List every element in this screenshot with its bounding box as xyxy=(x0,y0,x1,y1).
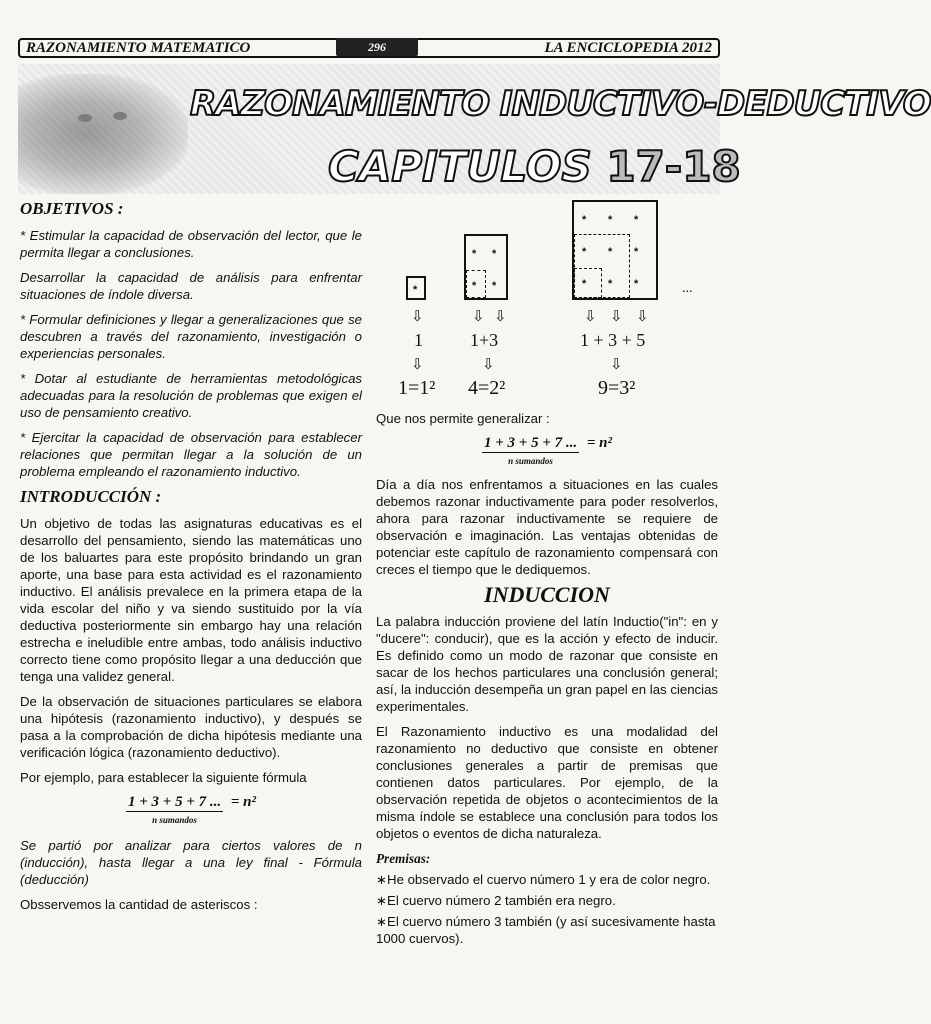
chapter-label: CAPITULOS xyxy=(328,142,592,191)
induccion-heading: INDUCCION xyxy=(484,582,610,607)
down-arrow-icon: ⇩ xyxy=(411,308,424,325)
chapter-range: 17-18 xyxy=(606,142,741,191)
down-arrow-icon: ⇩ xyxy=(610,308,623,325)
formula-numerator: 1 + 3 + 5 + 7 ... xyxy=(127,794,222,810)
asterisk: * xyxy=(634,214,639,226)
page-number: 296 xyxy=(336,38,418,56)
down-arrow-icon: ⇩ xyxy=(610,356,623,373)
objetivos-heading: OBJETIVOS : xyxy=(20,199,124,218)
asterisk: * xyxy=(608,278,613,290)
asterisk: * xyxy=(492,248,497,260)
down-arrow-icon: ⇩ xyxy=(411,356,424,373)
inner-dashed-square xyxy=(574,268,602,298)
intro-paragraph: Por ejemplo, para establecer la siguiente fórmula xyxy=(20,770,307,785)
asterisk-figure xyxy=(376,200,718,416)
chapter-number xyxy=(328,142,741,191)
down-arrow-icon: ⇩ xyxy=(494,308,507,325)
right-paragraph: La palabra inducción proviene del latín Inductio("in": en y "ducere": conducir), que es la acción y efecto de inducir. Es definido como un modo de razonar que consiste en sacar de los hechos particulares una conclusión general; así, la inducción desempeña un gran papel en las ciencias experimentales. xyxy=(376,614,718,714)
sum-formula xyxy=(20,794,362,829)
objetivo-item: * Estimular la capacidad de observación del lector, que le permita llegar a conclusiones. xyxy=(20,228,362,260)
tiger-illustration xyxy=(18,74,188,194)
down-arrow-icon: ⇩ xyxy=(482,356,495,373)
asterisk: * xyxy=(634,278,639,290)
intro-paragraph: Obsservemos la cantidad de asteriscos : xyxy=(20,897,258,912)
header-left-title: RAZONAMIENTO MATEMATICO xyxy=(26,39,251,56)
chapter-banner xyxy=(18,64,931,194)
down-arrow-icon: ⇩ xyxy=(584,308,597,325)
asterisk: * xyxy=(472,280,477,292)
down-arrow-icon: ⇩ xyxy=(636,308,649,325)
sum-label: 1+3 xyxy=(470,330,499,350)
chapter-title: RAZONAMIENTO INDUCTIVO-DEDUCTIVO xyxy=(190,84,931,124)
asterisk: * xyxy=(492,280,497,292)
left-column xyxy=(20,200,362,921)
down-arrow-icon: ⇩ xyxy=(472,308,485,325)
asterisk: * xyxy=(413,284,418,296)
result-label: 9=3² xyxy=(598,377,636,399)
sum-label: 1 + 3 + 5 xyxy=(580,330,646,350)
right-paragraph: Día a día nos enfrentamos a situaciones en las cuales debemos razonar inductivamente para poder resolverlos, ahora para razonar inductivamente se requiere de observación e imaginación. Las ventajas obtenidas de potenciar este capítulo de razonamiento compensará con creces el tiempo que le dediquemos. xyxy=(376,477,718,577)
running-header xyxy=(18,38,720,58)
intro-paragraph: Un objetivo de todas las asignaturas educativas es el desarrollo del pensamiento, siendo las matemáticas uno de los baluartes para este propósito brindando un gran aporte, una base para esta actividad es el razonamiento inductivo. El análisis prevalece en la primera etapa de la vida escolar del niño y va siendo sustituido por la vía deductiva posteriormente sin embargo hay una relación estrecha e ineludible entre ambas, todo análisis inductivo correcto tiene como propósito llegar a una deducción que tenga una validez general. xyxy=(20,516,362,684)
generalize-text: Que nos permite generalizar : xyxy=(376,411,550,426)
sum-formula-general xyxy=(376,435,718,470)
objetivo-item: * Dotar al estudiante de herramientas metodológicas adecuadas para la resolución de problemas que exigen el uso de pensamiento creativo. xyxy=(20,371,362,420)
result-label: 4=2² xyxy=(468,377,506,399)
asterisk: * xyxy=(634,246,639,258)
asterisk: * xyxy=(472,248,477,260)
objetivo-item: * Formular definiciones y llegar a generalizaciones que se descubren a través del razonamiento, investigación o experiencias personales. xyxy=(20,312,362,361)
right-column xyxy=(376,200,718,951)
result-label: 1=1² xyxy=(398,377,436,399)
formula-rhs: = n² xyxy=(586,435,613,451)
premisas-heading: Premisas: xyxy=(376,851,431,866)
formula-rhs: = n² xyxy=(230,794,257,810)
formula-denominator: n sumandos xyxy=(152,815,197,825)
intro-paragraph: De la observación de situaciones particulares se elabora una hipótesis (razonamiento inductivo), y después se pasa a la comprobación de dicha hipótesis mediante una verificación lógica (razonamiento deductivo). xyxy=(20,694,362,760)
right-paragraph: El Razonamiento inductivo es una modalidad del razonamiento no deductivo que consiste en obtener conclusiones generales a partir de premisas que contienen datos particulares. Por ejemplo, de la observación repetida de objetos o acontecimientos de la misma índole se establece una conclusión para todos los objetos o eventos de dicha naturaleza. xyxy=(376,724,718,841)
premisa-item: ∗He observado el cuervo número 1 y era de color negro. xyxy=(376,872,711,887)
introduccion-heading: INTRODUCCIÓN : xyxy=(20,487,162,506)
premisa-item: ∗El cuervo número 3 también (y así sucesivamente hasta 1000 cuervos). xyxy=(376,914,716,946)
formula-numerator: 1 + 3 + 5 + 7 ... xyxy=(483,435,578,451)
header-right-title: LA ENCICLOPEDIA 2012 xyxy=(544,39,712,56)
asterisk: * xyxy=(582,214,587,226)
objetivo-item: Desarrollar la capacidad de análisis para enfrentar situaciones de índole diversa. xyxy=(20,270,362,302)
formula-denominator: n sumandos xyxy=(508,456,553,466)
objetivo-item: * Ejercitar la capacidad de observación para establecer relaciones que permitan llegar a la solución de un problema empleando el razonamiento inductivo. xyxy=(20,430,362,479)
intro-paragraph: Se partió por analizar para ciertos valores de n (inducción), hasta llegar a una ley final - Fórmula (deducción) xyxy=(20,838,362,887)
asterisk: * xyxy=(608,246,613,258)
asterisk: * xyxy=(582,278,587,290)
premisas-block xyxy=(376,850,718,947)
premisa-item: ∗El cuervo número 2 también era negro. xyxy=(376,893,616,908)
sum-label: 1 xyxy=(414,330,423,350)
asterisk: * xyxy=(608,214,613,226)
figure-ellipsis: ... xyxy=(682,281,693,296)
asterisk: * xyxy=(582,246,587,258)
